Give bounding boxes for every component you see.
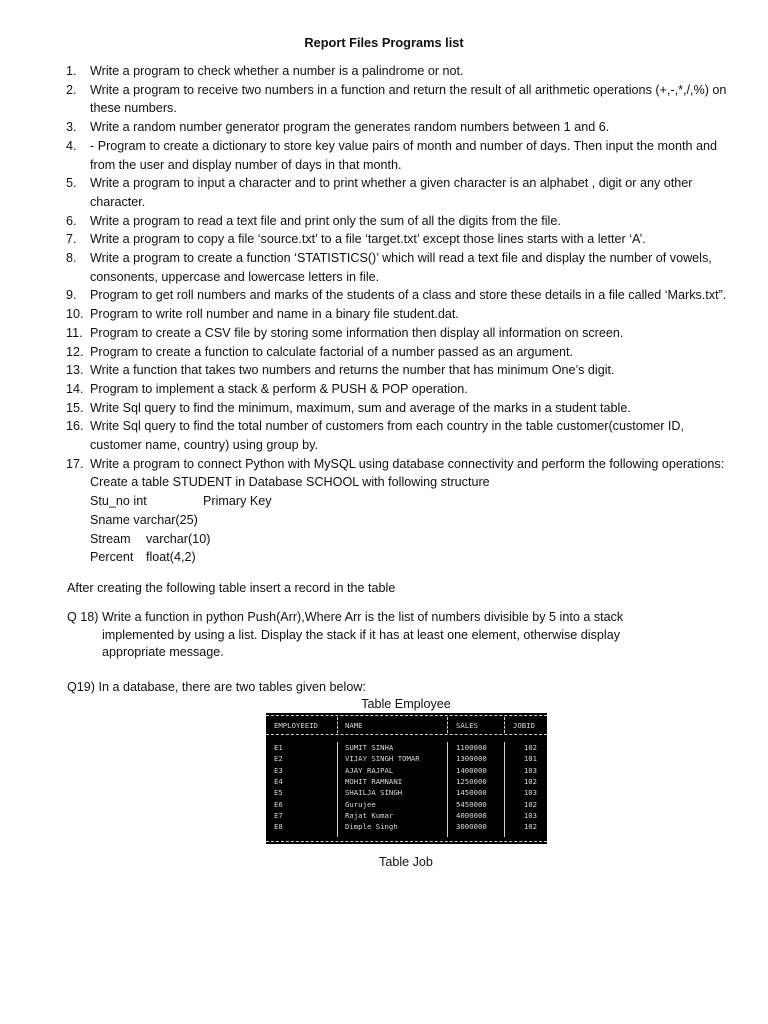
employee-table-screenshot [266, 713, 547, 844]
item-text: - Program to create a dictionary to store key value pairs of month and number of days. Then input the month and [90, 138, 718, 153]
list-item [66, 118, 756, 137]
item-number: 15. [66, 400, 84, 415]
table-cell: E2 [274, 754, 283, 764]
table-cell: 4000000 [456, 810, 487, 820]
table-cell: AJAY RAJPAL [345, 765, 394, 775]
body-column-divider [447, 742, 448, 837]
item-text: Write a program to receive two numbers in a function and return the result of all arithmetic operations (+,-,*,/,%) on [90, 82, 727, 97]
item-text: Write a program to check whether a number is a palindrome or not. [90, 64, 464, 78]
item-text: Write Sql query to find the total number of customers from each country in the table customer(customer ID, [90, 419, 685, 434]
structure-field: Stu_no int [90, 494, 147, 509]
item-number: 11. [66, 325, 83, 340]
item-number: 2. [66, 82, 77, 97]
structure-field: Sname varchar(25) [90, 512, 198, 527]
item-number: 4. [66, 138, 77, 153]
table-cell: 103 [523, 788, 537, 798]
item-number: 3. [66, 120, 77, 135]
item-number: 6. [66, 213, 77, 228]
column-header-jobid: JOBID [513, 721, 535, 730]
list-item [66, 230, 756, 249]
item-text: Write a program to read a text file and print only the sum of all the digits from the file. [90, 213, 561, 228]
list-item [66, 62, 756, 81]
table-cell: SUMIT SINHA [345, 743, 394, 752]
table-cell: 102 [523, 799, 537, 809]
list-item [66, 212, 756, 231]
list-item [66, 361, 756, 380]
list-item [66, 174, 756, 211]
table-cell: 5450000 [456, 799, 487, 809]
table-border-top [266, 715, 547, 716]
after-text: After creating the following table insert a record in the table [67, 581, 396, 595]
list-item [66, 249, 756, 286]
table-cell: SHAILJA SINGH [345, 788, 403, 798]
question-18 [67, 609, 687, 662]
page-title: Report Files Programs list [304, 35, 464, 50]
question-text: appropriate message. [102, 645, 224, 660]
table-cell: E6 [274, 799, 283, 809]
table-cell: 103 [523, 765, 537, 775]
table-cell: Gurujee [345, 799, 376, 809]
table-cell: 102 [523, 743, 537, 752]
table-header-divider [266, 734, 547, 735]
item-number: 10. [66, 307, 84, 322]
item-number: 13. [66, 363, 84, 378]
structure-type: Primary Key [203, 494, 272, 509]
list-item [66, 399, 756, 418]
item-text: customer name, country) using group by. [90, 438, 318, 453]
header-column-divider [447, 717, 448, 733]
structure-type: float(4,2) [146, 550, 196, 565]
table-cell: 3000000 [456, 822, 487, 832]
item-text: consonents, uppercase and lowercase letters in file. [90, 269, 380, 284]
list-item [66, 305, 756, 324]
item-text: Program to create a function to calculate factorial of a number passed as an argument. [90, 344, 574, 359]
question-text: Q 18) Write a function in python Push(Arr),Where Arr is the list of numbers divisible by 5 into a stack [67, 610, 624, 624]
table-border-bottom [266, 841, 547, 842]
programs-list [66, 62, 756, 567]
item-number: 7. [66, 232, 77, 247]
item-number: 5. [66, 176, 77, 191]
item-text: from the user and display number of days in that month. [90, 157, 402, 172]
table-cell: 1100000 [456, 743, 487, 752]
structure-row [66, 492, 756, 511]
table-cell: E3 [274, 765, 283, 775]
header-column-divider [504, 717, 505, 733]
table-employee-caption: Table Employee [361, 697, 451, 711]
list-item [66, 286, 756, 305]
structure-type: varchar(10) [146, 531, 211, 546]
item-number: 1. [66, 64, 77, 78]
column-header-name: NAME [345, 721, 363, 730]
structure-field: Percent [90, 550, 134, 565]
list-item [66, 417, 756, 454]
table-cell: E5 [274, 788, 283, 798]
table-cell: 103 [523, 810, 537, 820]
body-column-divider [337, 742, 338, 837]
item-text: Write a function that takes two numbers and returns the number that has minimum One’s digit. [90, 363, 615, 378]
list-item [66, 324, 756, 343]
table-cell: E4 [274, 776, 283, 786]
list-item [66, 81, 756, 118]
item-text: these numbers. [90, 101, 177, 116]
item-text: character. [90, 194, 146, 209]
item-number: 14. [66, 381, 84, 396]
header-column-divider [337, 717, 338, 733]
table-cell: 101 [523, 754, 537, 764]
item-text: Program to create a CSV file by storing some information then display all information on screen. [90, 325, 624, 340]
table-cell: E7 [274, 810, 283, 820]
table-cell: E8 [274, 822, 283, 832]
table-cell: 1400000 [456, 765, 487, 775]
structure-row [66, 530, 756, 549]
item-text: Write a program to connect Python with MySQL using database connectivity and perform the following operations: [90, 456, 725, 471]
table-cell: VIJAY SINGH TOMAR [345, 754, 420, 764]
item-number: 12. [66, 344, 84, 359]
item-text: Write a program to create a function ‘STATISTICS()’ which will read a text file and display the number of vowels, [90, 251, 712, 266]
structure-row [66, 511, 756, 530]
item-text: Program to write roll number and name in a binary file student.dat. [90, 307, 459, 322]
list-item [66, 455, 756, 492]
table-cell: MOHIT RAMNANI [345, 776, 403, 786]
column-header-employeeid: EMPLOYEEID [274, 721, 318, 730]
table-cell: 1250000 [456, 776, 487, 786]
item-text: Program to implement a stack & perform & PUSH & POP operation. [90, 381, 468, 396]
table-cell: 102 [523, 822, 537, 832]
list-item [66, 137, 756, 174]
item-text: Write Sql query to find the minimum, maximum, sum and average of the marks in a student table. [90, 400, 631, 415]
column-header-sales: SALES [456, 721, 478, 730]
item-number: 8. [66, 251, 77, 266]
item-text: Write a program to input a character and to print whether a given character is an alphabet , digit or any other [90, 176, 693, 191]
table-cell: E1 [274, 743, 283, 752]
table-cell: 102 [523, 776, 537, 786]
list-item [66, 343, 756, 362]
body-column-divider [504, 742, 505, 837]
table-cell: Rajat Kumar [345, 810, 394, 820]
table-job-caption: Table Job [379, 855, 433, 869]
item-number: 16. [66, 419, 84, 434]
item-text: Create a table STUDENT in Database SCHOOL with following structure [90, 475, 490, 490]
item-text: Write a program to copy a file ‘source.txt’ to a file ‘target.txt’ except those lines starts with a letter ‘A’. [90, 232, 646, 247]
item-text: Program to get roll numbers and marks of the students of a class and store these details in a file called ‘Marks.txt”. [90, 288, 727, 303]
structure-row [66, 548, 756, 567]
item-number: 9. [66, 288, 77, 303]
item-text: Write a random number generator program the generates random numbers between 1 and 6. [90, 120, 610, 135]
table-cell: 1450000 [456, 788, 487, 798]
table-cell: Dimple Singh [345, 822, 398, 832]
table-cell: 1300000 [456, 754, 487, 764]
question-text: implemented by using a list. Display the stack if it has at least one element, otherwise display [102, 627, 620, 642]
structure-field: Stream [90, 531, 131, 546]
list-item [66, 380, 756, 399]
item-number: 17. [66, 456, 84, 471]
question-19: Q19) In a database, there are two tables given below: [67, 680, 366, 694]
